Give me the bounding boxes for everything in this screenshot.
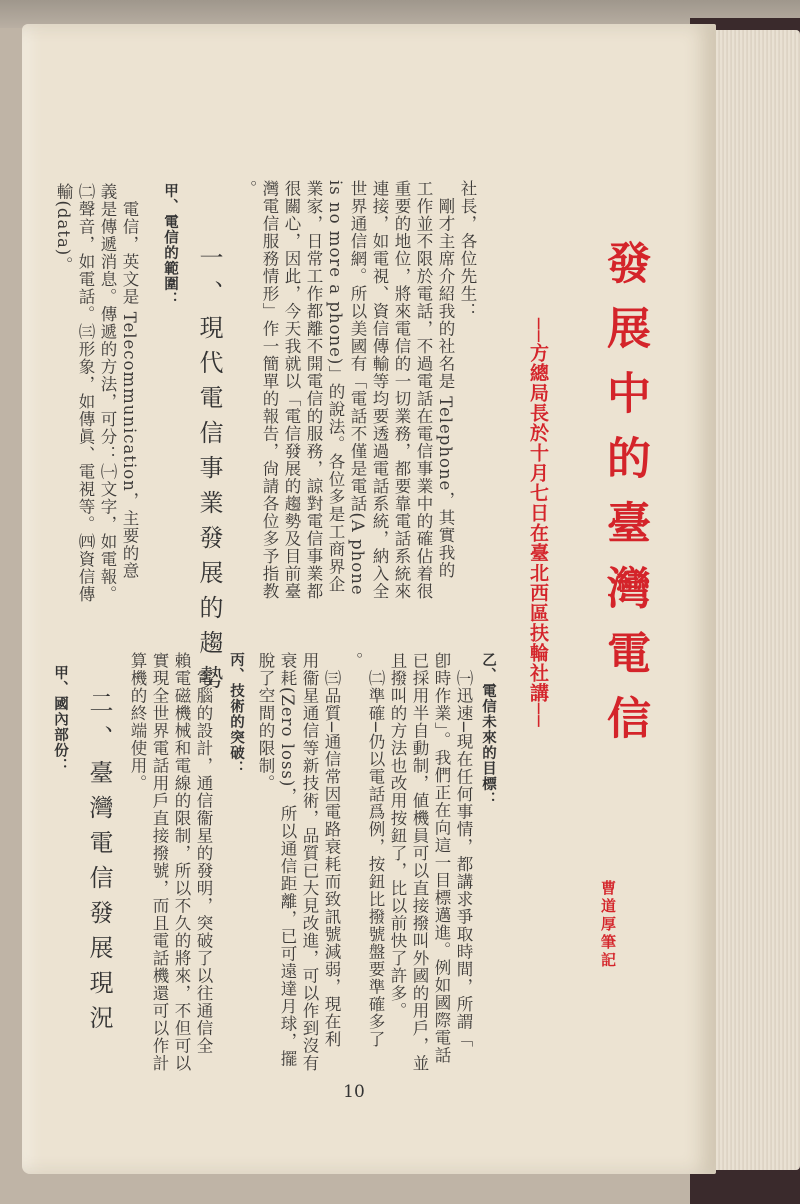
- page-edges: [712, 30, 800, 1170]
- section1-heading: 一、現代電信事業發展的趨勢: [195, 245, 223, 700]
- section1-bing-heading: 丙、技術的突破：: [228, 652, 244, 776]
- section1-bing-text: 電腦的設計，通信衞星的發明，突破了以往通信全 賴電磁機械和電線的限制，所以不久的將來，不但可以 實現全世界電話用戶直接撥號，而且電話機還可以作計 算機的終端使用。: [128, 652, 213, 1072]
- section1-jia-heading: 甲、電信的範圍：: [162, 183, 178, 307]
- article-byline: 曹道厚筆記: [599, 880, 617, 970]
- section2-heading: 二、臺灣電信發展現況: [85, 690, 113, 1040]
- section1-jia-text: 電信，英文是 Telecommunication，主要的意 義是傳遞消息。傳遞的方法，可分：㈠文字，如電報。 ㈡聲音，如電話。㈢形象，如傳眞、電視等。㈣資信傳 輸(data)。: [54, 183, 139, 603]
- article-subtitle: ──方總局長於十月七日在臺北西區扶輪社講──: [527, 318, 549, 728]
- article-title: 發展中的臺灣電信: [599, 240, 650, 760]
- section1-yi-heading: 乙、電信未來的目標：: [480, 652, 496, 807]
- section1-yi-text: ㈠迅速─現在任何事情，都講求爭取時間，所謂「 卽時作業」。我們正在向這一目標邁進。例如國際電話 已採用半自動制，値機員可以直接撥叫外國的用戶，並 且撥叫的方法也改用按鈕了，比以前快了許多。 ㈡準確─仍以電話爲例，按鈕比撥號盤要準確多了 。 ㈢品質─通信常因電路衰耗而致訊號減弱，現在利 用衞星通信等新技術，品質已大見改進，可以作到沒有 衰耗(Zero loss)，所以通信距離，已可遠達月球，擺 脫了空間的限制。: [256, 652, 473, 1072]
- intro-paragraph: 社長，各位先生： 剛才主席介紹我的社名是 Telephone，其實我的 工作並不限於電話，不過電話在電信事業中的確佔着很 重要的地位，將來電信的一切業務，都要靠電話系統來 連接，如電視、資信傳輸等均要透過電話系統，納入全 世界通信網。所以美國有「電話不僅是電話(A phone is no more a phone)」的說法。各位多是工商界企 業家，日常工作都離不開電信的服務，諒對電信事業都 很關心，因此，今天我就以「電信發展的趨勢及目前臺 灣電信服務情形」作一簡單的報告，尙請各位多予指教 。: [238, 180, 477, 600]
- section2-jia-heading: 甲、國內部份：: [52, 665, 68, 774]
- page-number: 10: [343, 1082, 365, 1102]
